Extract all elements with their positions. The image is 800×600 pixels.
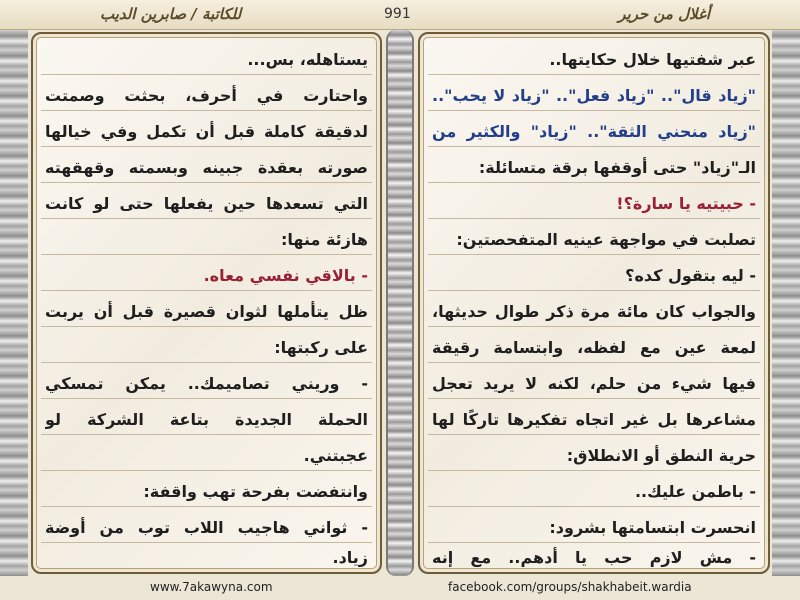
dialogue-line: عجبتني. bbox=[303, 446, 368, 465]
text-line: واحتارت في أحرف، بحثت وصمتت bbox=[45, 86, 368, 105]
text-line: عبر شفتيها خلال حكايتها.. bbox=[549, 50, 756, 69]
left-chain-border bbox=[0, 30, 28, 576]
text-line: تصلبت في مواجهة عينيه المتفحصتين: bbox=[456, 230, 756, 249]
center-chain-divider bbox=[386, 30, 414, 576]
text-line: صورته بعقدة جبينه وبسمته وقهقهته bbox=[45, 158, 368, 177]
book-title: أغلال من حرير bbox=[618, 5, 710, 23]
text-line: ظل يتأملها لثوان قصيرة قبل أن يربت bbox=[45, 302, 368, 321]
facebook-group-link[interactable]: facebook.com/groups/shakhabeit.wardia bbox=[448, 580, 692, 594]
dialogue-line: - حبيتيه يا سارة؟! bbox=[616, 194, 756, 213]
text-line: والجواب كان مائة مرة ذكر طوال حديثها، bbox=[432, 302, 756, 321]
dialogue-line: - ثواني هاجيب اللاب توب من أوضة bbox=[45, 518, 368, 537]
right-text-panel bbox=[418, 32, 770, 574]
dialogue-line: زياد. bbox=[332, 548, 368, 567]
dialogue-line: - ليه بتقول كده؟ bbox=[625, 266, 756, 285]
page-number: 991 bbox=[384, 6, 411, 22]
page-footer bbox=[0, 576, 800, 600]
text-line: لدقيقة كاملة قبل أن تكمل وفي خيالها bbox=[45, 122, 368, 141]
text-line: يستاهله، بس... bbox=[247, 50, 368, 69]
text-line: وانتفضت بفرحة تهب واقفة: bbox=[143, 482, 368, 501]
quoted-line: "زياد منحني الثقة".. "زياد" والكثير من bbox=[432, 122, 756, 141]
text-line: التي تسعدها حين يفعلها حتى لو كانت bbox=[45, 194, 368, 213]
text-line: الـ"زياد" حتى أوقفها برقة متسائلة: bbox=[478, 158, 756, 177]
website-link[interactable]: www.7akawyna.com bbox=[150, 580, 273, 594]
dialogue-line: - بالاقي نفسي معاه. bbox=[203, 266, 368, 285]
right-chain-border bbox=[772, 30, 800, 576]
page-header bbox=[0, 0, 800, 30]
dialogue-line: - مش لازم حب يا أدهم.. مع إنه bbox=[432, 548, 756, 567]
dialogue-line: الحملة الجديدة بتاعة الشركة لو bbox=[45, 410, 368, 429]
text-line: فيها شيء من حلم، لكنه لا يريد تعجل bbox=[432, 374, 756, 393]
text-line: لمعة عين مع لفظه، وابتسامة رقيقة bbox=[432, 338, 756, 357]
dialogue-line: - باطمن عليك.. bbox=[634, 482, 756, 501]
author-name: للكاتبة / صابرين الديب bbox=[100, 5, 242, 23]
text-line: هازئة منها: bbox=[281, 230, 368, 249]
text-line: على ركبتها: bbox=[274, 338, 368, 357]
left-text-panel bbox=[31, 32, 382, 574]
dialogue-line: - وريني تصاميمك.. يمكن تمسكي bbox=[45, 374, 368, 393]
quoted-line: "زياد قال".. "زياد فعل".. "زياد لا يحب".. bbox=[432, 86, 756, 105]
text-line: مشاعرها بل غير اتجاه تفكيرها تاركًا لها bbox=[432, 410, 756, 429]
text-line: حرية النطق أو الانطلاق: bbox=[566, 446, 756, 465]
text-line: انحسرت ابتسامتها بشرود: bbox=[549, 518, 756, 537]
